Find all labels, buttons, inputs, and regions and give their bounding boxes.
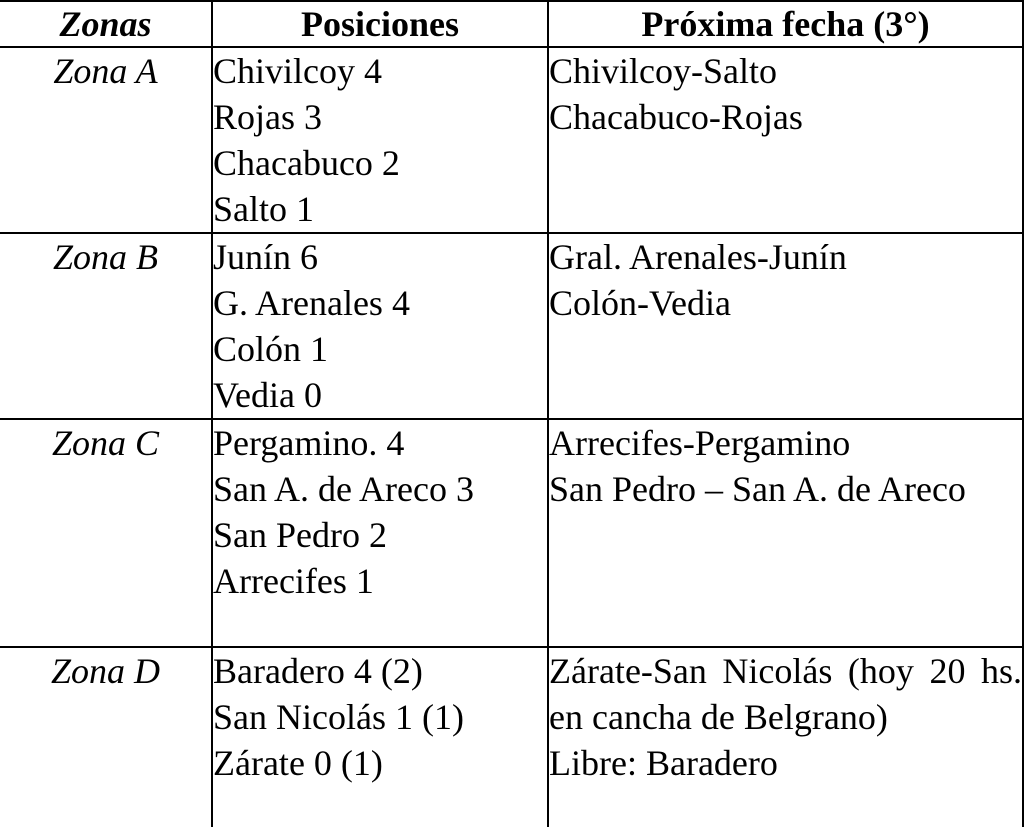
proxima-fecha-cell (548, 233, 1023, 419)
match-entry: Gral. Arenales-Junín (549, 237, 847, 277)
position-entry: Junín 6 (213, 237, 319, 277)
table-row (0, 47, 1023, 233)
posiciones-cell (212, 47, 548, 233)
header-proxima-fecha: Próxima fecha (3°) (548, 1, 1023, 47)
table-row (0, 647, 1023, 827)
position-entry: San Nicolás 1 (1) (213, 697, 464, 737)
posiciones-cell (212, 419, 548, 647)
position-entry: Rojas 3 (213, 97, 323, 137)
table-header-row (0, 1, 1023, 47)
header-posiciones: Posiciones (212, 1, 548, 47)
zona-name: Zona C (0, 419, 212, 647)
header-zonas: Zonas (0, 1, 212, 47)
zona-name: Zona D (0, 647, 212, 827)
position-entry: Vedia 0 (213, 375, 322, 415)
table-row (0, 233, 1023, 419)
match-entry: Zárate-San Nicolás (hoy 20 hs. en cancha de Belgrano) (549, 651, 1022, 737)
posiciones-cell (212, 233, 548, 419)
position-entry: Chacabuco 2 (213, 143, 400, 183)
position-entry: Chivilcoy 4 (213, 51, 382, 91)
position-entry: Pergamino. 4 (213, 423, 405, 463)
match-entry: San Pedro – San A. de Areco (549, 469, 966, 509)
position-entry: G. Arenales 4 (213, 283, 410, 323)
position-entry: Arrecifes 1 (213, 561, 374, 601)
posiciones-cell (212, 647, 548, 827)
position-entry: Salto 1 (213, 189, 315, 229)
zona-name: Zona A (0, 47, 212, 233)
position-entry: Baradero 4 (2) (213, 651, 423, 691)
position-entry: San A. de Areco 3 (213, 469, 474, 509)
proxima-fecha-cell (548, 647, 1023, 827)
proxima-fecha-cell (548, 47, 1023, 233)
proxima-fecha-cell (548, 419, 1023, 647)
match-entry: Chacabuco-Rojas (549, 97, 803, 137)
match-entry: Arrecifes-Pergamino (549, 423, 851, 463)
position-entry: Zárate 0 (1) (213, 743, 383, 783)
match-entry: Chivilcoy-Salto (549, 51, 777, 91)
position-entry: San Pedro 2 (213, 515, 387, 555)
position-entry: Colón 1 (213, 329, 329, 369)
zona-name: Zona B (0, 233, 212, 419)
table-row (0, 419, 1023, 647)
match-entry: Libre: Baradero (549, 743, 778, 783)
match-entry: Colón-Vedia (549, 283, 731, 323)
